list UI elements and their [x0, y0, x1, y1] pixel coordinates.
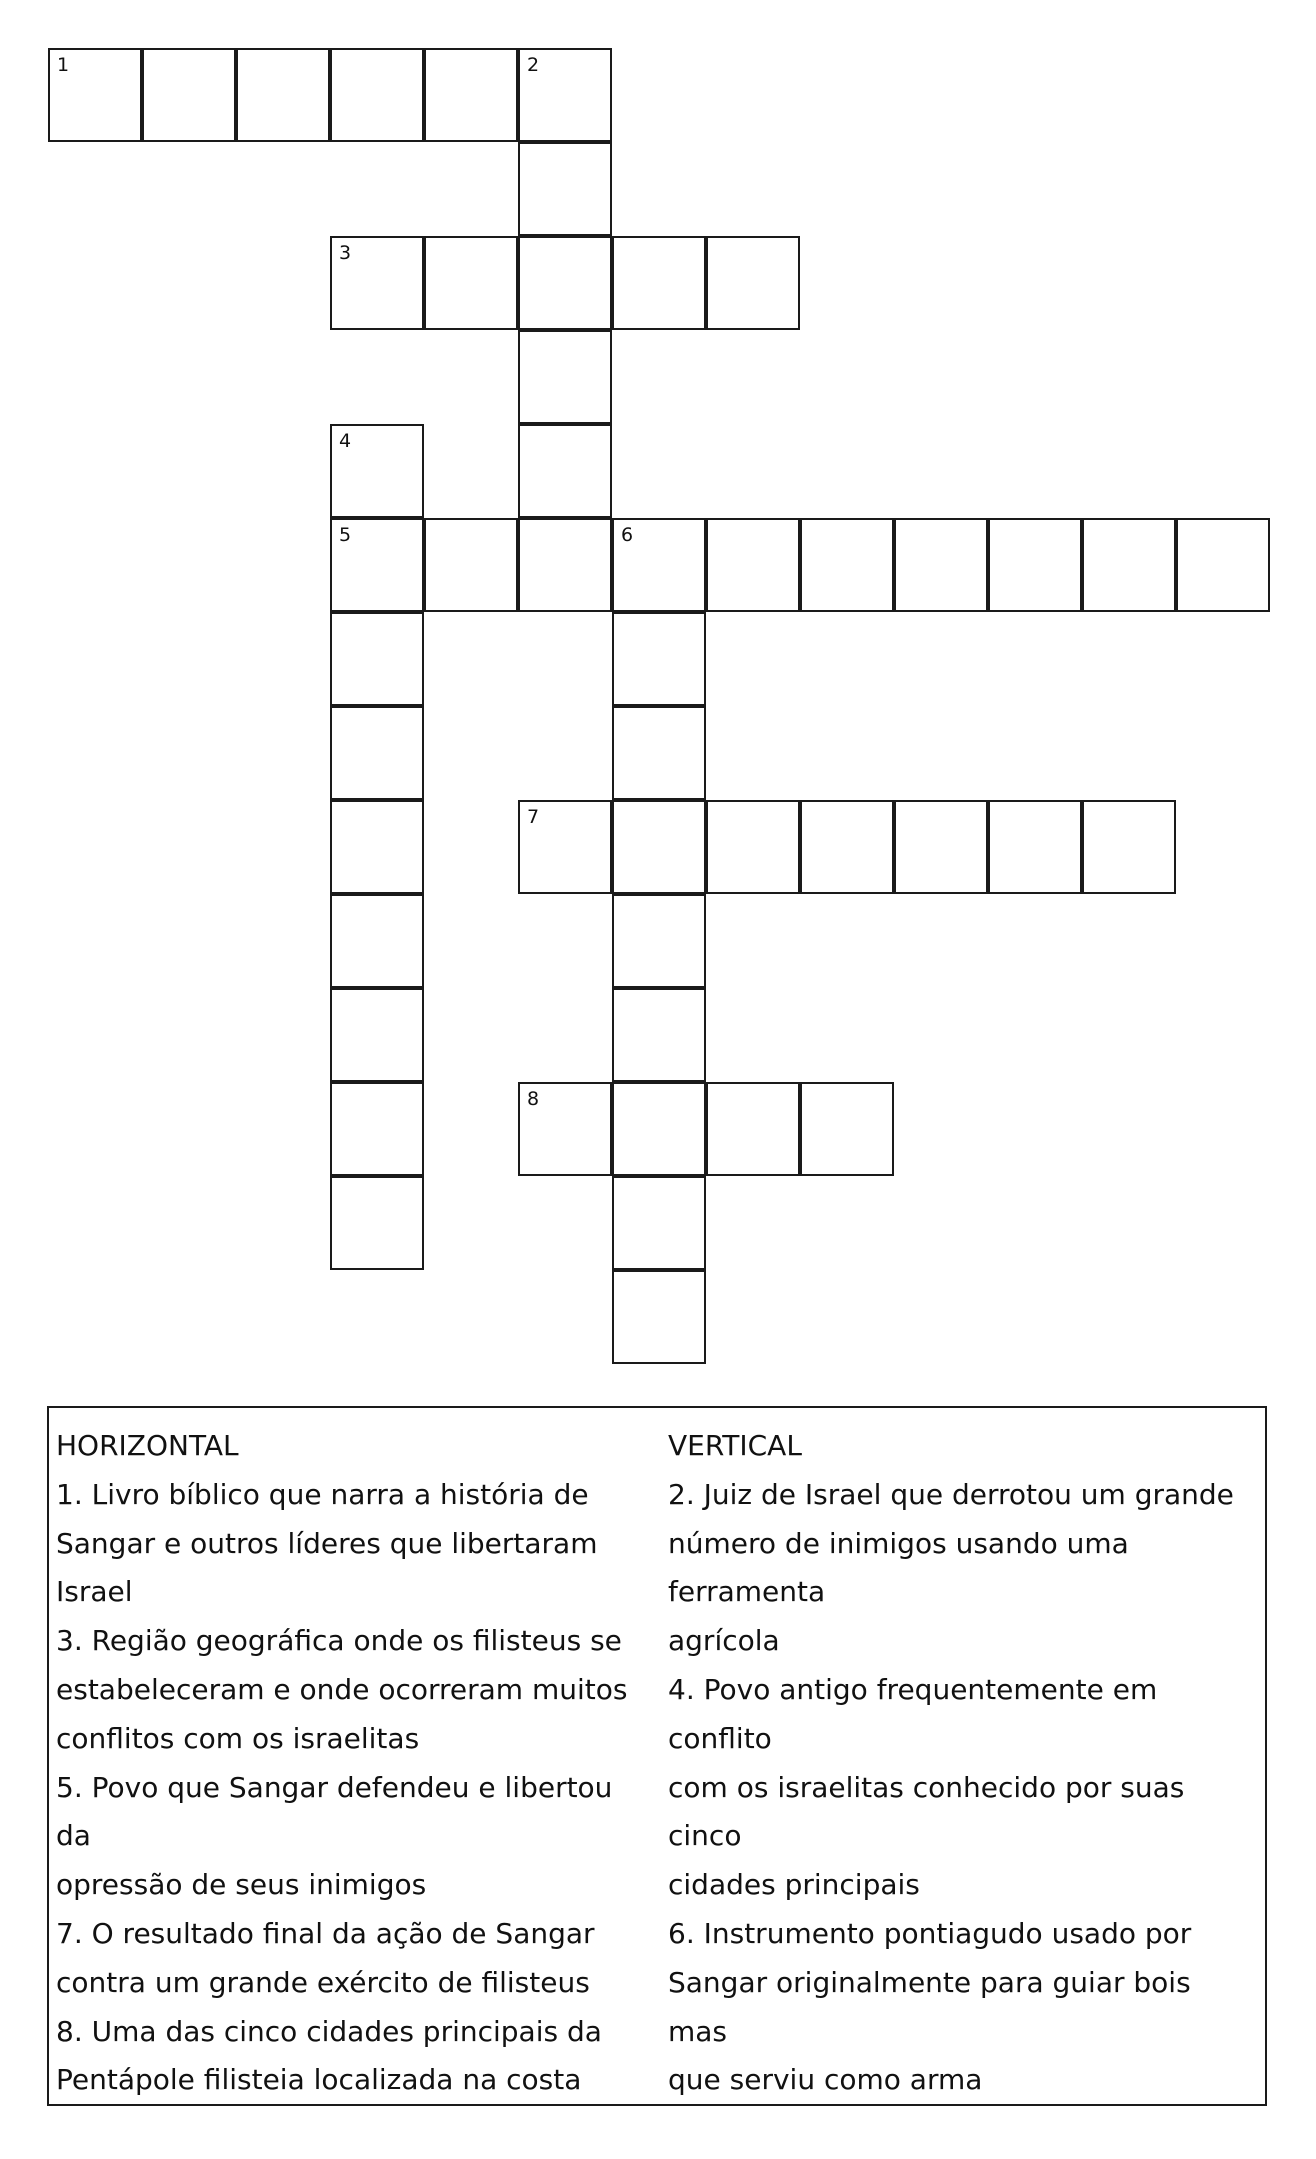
grid-cell[interactable]	[330, 518, 424, 612]
grid-cell[interactable]	[330, 48, 424, 142]
clue-number: 7	[527, 806, 540, 828]
grid-cell[interactable]	[612, 1176, 706, 1270]
grid-cell[interactable]	[48, 48, 142, 142]
grid-cell[interactable]	[518, 1082, 612, 1176]
clue-line: número de inimigos usando uma ferramenta	[668, 1526, 1129, 1609]
grid-cell[interactable]	[330, 800, 424, 894]
clue-line: Pentápole filisteia localizada na costa	[56, 2063, 582, 2097]
clues-box	[47, 1406, 1267, 2106]
clue-number: 8	[527, 1088, 540, 1110]
clue-line: 7. O resultado final da ação de Sangar	[56, 1916, 595, 1950]
grid-cell[interactable]	[1082, 800, 1176, 894]
grid-cell[interactable]	[612, 1082, 706, 1176]
grid-cell[interactable]	[330, 424, 424, 518]
grid-cell[interactable]	[706, 236, 800, 330]
clue-line: Sangar e outros líderes que libertaram	[56, 1526, 598, 1560]
grid-cell[interactable]	[612, 894, 706, 988]
clue-line: 8. Uma das cinco cidades principais da	[56, 2014, 602, 2048]
grid-cell[interactable]	[800, 800, 894, 894]
clue-line: que serviu como arma	[668, 2063, 983, 2097]
grid-cell[interactable]	[424, 518, 518, 612]
grid-cell[interactable]	[706, 1082, 800, 1176]
clue-line: cidades principais	[668, 1868, 920, 1902]
grid-cell[interactable]	[518, 800, 612, 894]
clue-line: 2. Juiz de Israel que derrotou um grande	[668, 1477, 1234, 1511]
grid-cell[interactable]	[612, 236, 706, 330]
clue-line: Israel	[56, 1575, 133, 1609]
grid-cell[interactable]	[706, 518, 800, 612]
clue-line: opressão de seus inimigos	[56, 1868, 427, 1902]
grid-cell[interactable]	[800, 1082, 894, 1176]
grid-cell[interactable]	[1176, 518, 1270, 612]
grid-cell[interactable]	[988, 518, 1082, 612]
grid-cell[interactable]	[612, 612, 706, 706]
grid-cell[interactable]	[330, 1082, 424, 1176]
clue-number: 1	[57, 54, 70, 76]
horizontal-title: HORIZONTAL	[56, 1429, 239, 1462]
clue-line: 5. Povo que Sangar defendeu e libertou da	[56, 1770, 613, 1853]
horizontal-clues	[56, 1422, 636, 2105]
grid-cell[interactable]	[330, 612, 424, 706]
clue-number: 2	[527, 54, 540, 76]
grid-cell[interactable]	[142, 48, 236, 142]
grid-cell[interactable]	[518, 236, 612, 330]
grid-cell[interactable]	[1082, 518, 1176, 612]
grid-cell[interactable]	[706, 800, 800, 894]
clue-line: 3. Região geográfica onde os filisteus se	[56, 1624, 622, 1658]
grid-cell[interactable]	[330, 988, 424, 1082]
clue-line: agrícola	[668, 1624, 780, 1658]
grid-cell[interactable]	[988, 800, 1082, 894]
grid-cell[interactable]	[424, 48, 518, 142]
grid-cell[interactable]	[612, 988, 706, 1082]
vertical-clues	[668, 1422, 1248, 2105]
grid-cell[interactable]	[518, 142, 612, 236]
grid-cell[interactable]	[424, 236, 518, 330]
clue-number: 4	[339, 430, 352, 452]
grid-cell[interactable]	[518, 48, 612, 142]
grid-cell[interactable]	[330, 1176, 424, 1270]
vertical-title: VERTICAL	[668, 1429, 802, 1462]
grid-cell[interactable]	[518, 330, 612, 424]
grid-cell[interactable]	[612, 1270, 706, 1364]
clue-line: Sangar originalmente para guiar bois mas	[668, 1965, 1191, 2048]
grid-cell[interactable]	[894, 800, 988, 894]
clue-line: com os israelitas conhecido por suas cinco	[668, 1770, 1185, 1853]
grid-cell[interactable]	[894, 518, 988, 612]
grid-cell[interactable]	[612, 706, 706, 800]
grid-cell[interactable]	[330, 236, 424, 330]
grid-cell[interactable]	[236, 48, 330, 142]
grid-cell[interactable]	[612, 518, 706, 612]
grid-cell[interactable]	[330, 894, 424, 988]
grid-cell[interactable]	[800, 518, 894, 612]
clue-line: 4. Povo antigo frequentemente em conflito	[668, 1672, 1158, 1755]
clue-line: conflitos com os israelitas	[56, 1721, 420, 1755]
clue-number: 6	[621, 524, 634, 546]
clue-line: 6. Instrumento pontiagudo usado por	[668, 1916, 1192, 1950]
clue-line: 1. Livro bíblico que narra a história de	[56, 1477, 589, 1511]
clue-line: contra um grande exército de filisteus	[56, 1965, 590, 1999]
grid-cell[interactable]	[330, 706, 424, 800]
grid-cell[interactable]	[518, 518, 612, 612]
clue-line: estabeleceram e onde ocorreram muitos	[56, 1672, 628, 1706]
clue-number: 5	[339, 524, 352, 546]
clue-number: 3	[339, 242, 352, 264]
grid-cell[interactable]	[612, 800, 706, 894]
grid-cell[interactable]	[518, 424, 612, 518]
